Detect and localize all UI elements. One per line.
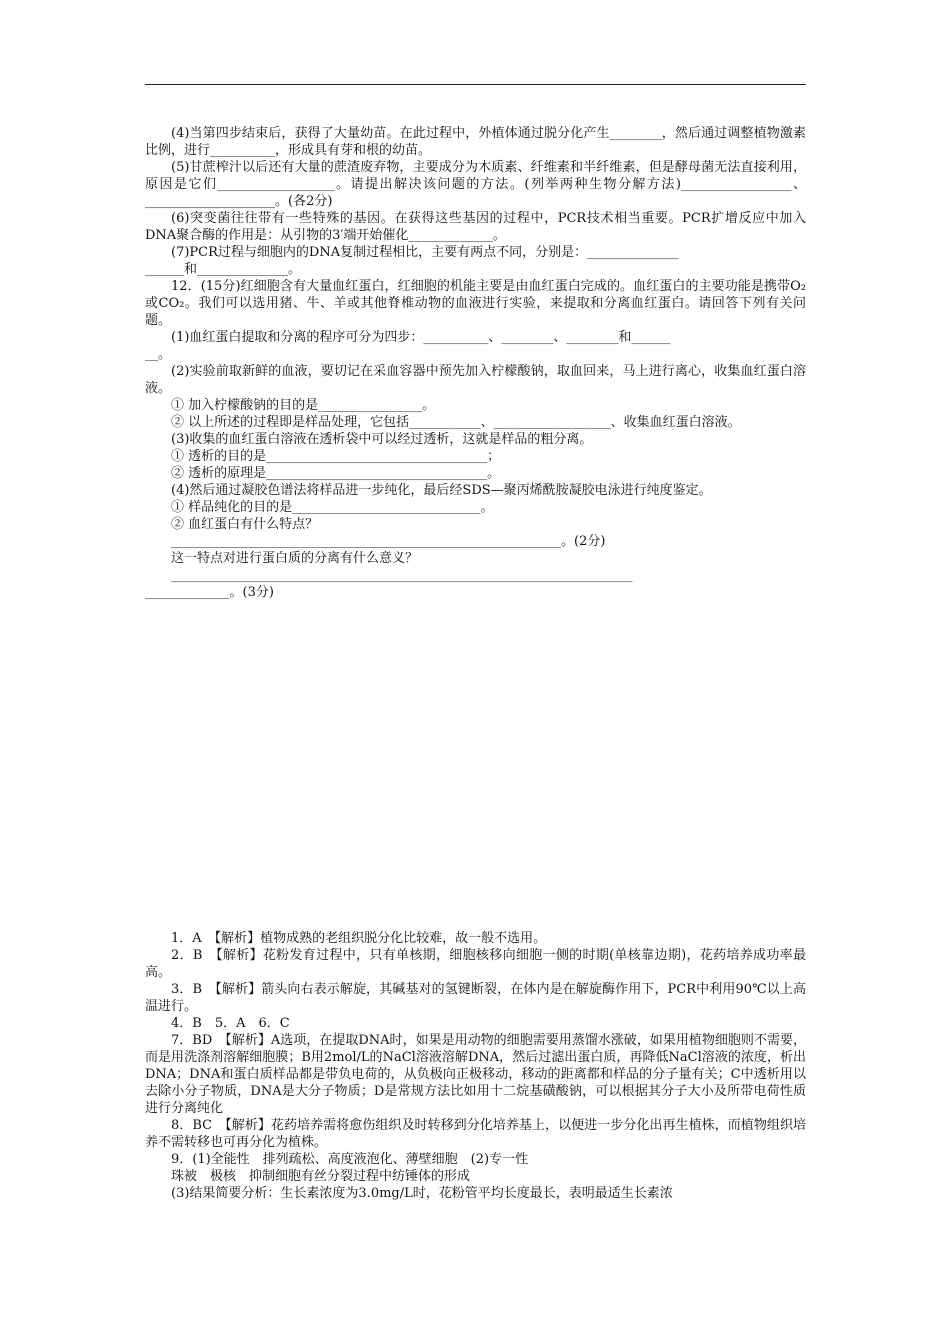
answer-7: 7．BD 【解析】A选项，在提取DNA时，如果是用动物的细胞需要用蒸馏水涨破，如果用植物细胞则不需要，而是用洗涤剂溶解细胞膜；B用2mol/L的NaCl溶液溶解DNA，然后过滤出蛋白质，再降低NaCl溶液的浓度，析出DNA；DNA和蛋白质样品都是带负电荷的，从负极向正极移动，移动的距离都和样品的分子量有关；C中透析用以去除小分子物质，DNA是大分子物质；D是常规方法比如用十二烷基磺酸钠，可以根据其分子大小及所带电荷性质进行分离纯化 [145,1033,806,1116]
header-rule [145,84,806,85]
question-11-5: (5)甘蔗榨汁以后还有大量的蔗渣废弃物，主要成分为木质素、纤维素和半纤维素，但是酵母菌无法直接利用，原因是它们__________________。请提出解决该问题的方法。(列举两种生物分解方法)_________________、____________________。(各2分) [145,160,806,209]
question-12-intro: 12．(15分)红细胞含有大量血红蛋白，红细胞的机能主要是由血红蛋白完成的。血红蛋白的主要功能是携带O₂或CO₂。我们可以选用猪、牛、羊或其他脊椎动物的血液进行实验，来提取和分离血红蛋白。请回答下列有关问题。 [145,279,806,328]
question-12-4-answer-line-3: _____________。(3分) [145,585,274,600]
answer-3: 3．B 【解析】箭头向右表示解旋，其碱基对的氢键断裂，在体内是在解旋酶作用下，PCR中利用90℃以上高温进行。 [145,982,806,1014]
question-11-4: (4)当第四步结束后，获得了大量幼苗。在此过程中，外植体通过脱分化产生________，然后通过调整植物激素比例，进行__________，形成具有芽和根的幼苗。 [145,126,806,158]
question-12-4: (4)然后通过凝胶色谱法将样品进一步纯化，最后经SDS—聚丙烯酰胺凝胶电泳进行纯度鉴定。 [171,483,712,498]
answers-section [145,930,806,1202]
question-12-4-2: ② 血红蛋白有什么特点？ [171,517,319,532]
answer-9-continued: 珠被 极核 抑制细胞有丝分裂过程中纺锤体的形成 [171,1169,471,1184]
answer-9: 9．(1)全能性 排列疏松、高度液泡化、薄壁细胞 (2)专一性 [171,1152,529,1167]
answer-2: 2．B 【解析】花粉发育过程中，只有单核期，细胞核移向细胞一侧的时期(单核靠边期)，花药培养成功率最高。 [145,948,806,980]
question-12-3-2: ② 透析的原理是__________________________________。 [171,466,501,481]
question-12-1: (1)血红蛋白提取和分离的程序可分为四步：__________、________、________和______ [171,330,671,345]
answer-4-6: 4．B 5．A 6．C [171,1016,290,1031]
question-11-7: (7)PCR过程与细胞内的DNA复制过程相比，主要有两点不同，分别是：______________ [171,245,679,260]
question-11-7-continued: ______和______________。 [145,262,302,277]
question-12-2-2: ② 以上所述的过程即是样品处理，它包括___________、__________________、收集血红蛋白溶液。 [171,415,741,430]
question-12-4-answer-line: ____________________________________________________________。(2分) [171,534,606,549]
answer-9-3: (3)结果简要分析：生长素浓度为3.0mg/L时，花粉管平均长度最长，表明最适生长素浓 [171,1186,673,1201]
question-12-2-1: ① 加入柠檬酸钠的目的是________________。 [171,398,436,413]
question-11-6: (6)突变菌往往带有一些特殊的基因。在获得这些基因的过程中，PCR技术相当重要。PCR扩增反应中加入DNA聚合酶的作用是：从引物的3′端开始催化_____________。 [145,211,806,243]
question-12-1-continued: __。 [145,347,172,362]
question-12-4-3: 这一特点对进行蛋白质的分离有什么意义？ [171,551,419,566]
answer-8: 8．BC 【解析】花药培养需将愈伤组织及时转移到分化培养基上，以便进一步分化出再生植株，而植物组织培养不需转移也可再分化为植株。 [145,1118,806,1150]
question-12-3-1: ① 透析的目的是__________________________________； [171,449,501,464]
question-12-3: (3)收集的血红蛋白溶液在透析袋中可以经过透析，这就是样品的粗分离。 [171,432,593,447]
question-12-4-answer-line-2: _______________________________________________________________________ [171,568,633,583]
question-12-2: (2)实验前取新鲜的血液，要切记在采血容器中预先加入柠檬酸钠，取血回来，马上进行离心，收集血红蛋白溶液。 [145,364,806,396]
answer-1: 1．A 【解析】植物成熟的老组织脱分化比较难，故一般不选用。 [171,931,547,946]
questions-section [145,125,806,601]
question-12-4-1: ① 样品纯化的目的是_____________________________。 [171,500,494,515]
